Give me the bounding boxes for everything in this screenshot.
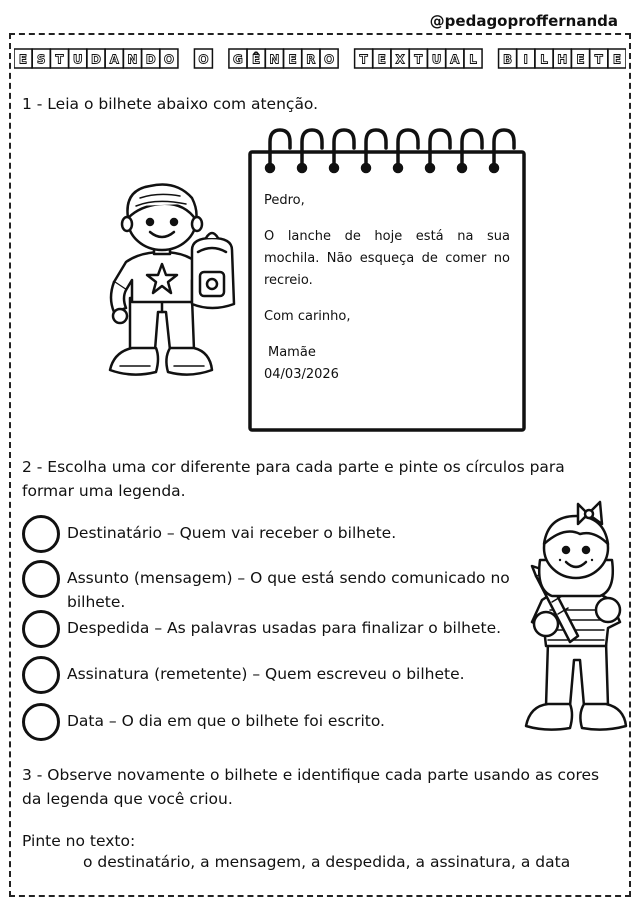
title-letter bbox=[32, 49, 50, 68]
svg-text:O: O bbox=[198, 52, 209, 67]
svg-text:H: H bbox=[557, 52, 568, 67]
question-1: 1 - Leia o bilhete abaixo com atenção. bbox=[22, 95, 319, 113]
svg-text:T: T bbox=[594, 52, 603, 67]
color-circle-data[interactable] bbox=[22, 703, 60, 741]
worksheet-title bbox=[14, 46, 626, 72]
svg-text:X: X bbox=[395, 52, 405, 67]
svg-text:E: E bbox=[18, 52, 28, 67]
title-letter bbox=[409, 49, 427, 68]
note-content bbox=[264, 190, 510, 386]
color-circle-assinatura[interactable] bbox=[22, 656, 60, 694]
legend-label: Assunto (mensagem) – O que está sendo comunicado no bilhete. bbox=[67, 569, 510, 611]
note-date: 04/03/2026 bbox=[264, 367, 339, 382]
svg-text:B: B bbox=[502, 52, 513, 67]
author-handle: @pedagoproffernanda bbox=[429, 12, 618, 30]
title-letter bbox=[265, 49, 283, 68]
title-letter bbox=[87, 49, 105, 68]
boy-illustration bbox=[100, 180, 236, 390]
title-letter bbox=[499, 49, 517, 68]
question-3: 3 - Observe novamente o bilhete e identifique cada parte usando as cores da legenda que você criou. bbox=[22, 766, 600, 808]
svg-text:U: U bbox=[72, 52, 83, 67]
legend-label: Despedida – As palavras usadas para finalizar o bilhete. bbox=[67, 619, 502, 637]
svg-text:T: T bbox=[414, 52, 423, 67]
note-signature: Mamãe bbox=[268, 345, 316, 360]
title-letter bbox=[14, 49, 32, 68]
svg-text:O: O bbox=[163, 52, 175, 67]
note-message: O lanche de hoje está na sua mochila. Não esqueça de comer no recreio. bbox=[264, 229, 510, 288]
legend-label: Data – O dia em que o bilhete foi escrito. bbox=[67, 712, 385, 730]
question-3-items: o destinatário, a mensagem, a despedida, a assinatura, a data bbox=[83, 853, 571, 871]
title-letter bbox=[320, 49, 338, 68]
svg-text:I: I bbox=[523, 52, 529, 67]
title-letter bbox=[572, 49, 590, 68]
svg-text:N: N bbox=[269, 52, 280, 67]
title-letter bbox=[69, 49, 87, 68]
title-letter bbox=[50, 49, 68, 68]
title-letter bbox=[590, 49, 608, 68]
svg-text:G: G bbox=[232, 52, 243, 67]
note-greeting: Pedro, bbox=[264, 193, 305, 208]
svg-text:D: D bbox=[145, 52, 156, 67]
svg-text:E: E bbox=[576, 52, 585, 67]
title-letter bbox=[142, 49, 160, 68]
question-3-instruction: Pinte no texto: bbox=[22, 832, 136, 850]
title-letter bbox=[535, 49, 553, 68]
color-circle-assunto[interactable] bbox=[22, 560, 60, 598]
svg-text:S: S bbox=[36, 52, 46, 67]
title-letter bbox=[355, 49, 373, 68]
svg-text:O: O bbox=[324, 52, 335, 67]
svg-text:U: U bbox=[431, 52, 442, 67]
svg-text:E: E bbox=[288, 52, 297, 67]
svg-text:T: T bbox=[359, 52, 368, 67]
question-2: 2 - Escolha uma cor diferente para cada parte e pinte os círculos para formar uma legenda. bbox=[22, 458, 565, 500]
title-letter bbox=[302, 49, 320, 68]
svg-text:E: E bbox=[612, 52, 622, 67]
title-letter bbox=[446, 49, 464, 68]
title-letter bbox=[373, 49, 391, 68]
title-letter bbox=[517, 49, 535, 68]
color-circle-destinatario[interactable] bbox=[22, 515, 60, 553]
title-letter bbox=[160, 49, 178, 68]
legend-label: Destinatário – Quem vai receber o bilhete. bbox=[67, 524, 397, 542]
svg-text:A: A bbox=[450, 52, 460, 67]
title-letter bbox=[247, 49, 265, 68]
title-letter bbox=[194, 49, 212, 68]
girl-illustration bbox=[522, 500, 630, 736]
title-letter bbox=[229, 49, 247, 68]
svg-text:N: N bbox=[127, 52, 138, 67]
title-letter bbox=[553, 49, 571, 68]
title-letter bbox=[284, 49, 302, 68]
note-closing: Com carinho, bbox=[264, 309, 351, 324]
legend-label: Assinatura (remetente) – Quem escreveu o bilhete. bbox=[67, 665, 465, 683]
svg-text:T: T bbox=[55, 52, 64, 67]
svg-text:E: E bbox=[377, 52, 386, 67]
svg-text:Ê: Ê bbox=[252, 52, 261, 67]
title-letter bbox=[105, 49, 123, 68]
svg-text:L: L bbox=[540, 52, 548, 67]
title-letter bbox=[428, 49, 446, 68]
svg-text:A: A bbox=[109, 52, 119, 67]
svg-text:L: L bbox=[469, 52, 477, 67]
svg-text:D: D bbox=[90, 52, 101, 67]
svg-text:R: R bbox=[306, 52, 316, 67]
title-letter bbox=[123, 49, 141, 68]
title-letter bbox=[608, 49, 626, 68]
color-circle-despedida[interactable] bbox=[22, 610, 60, 648]
title-letter bbox=[464, 49, 482, 68]
title-letter bbox=[391, 49, 409, 68]
